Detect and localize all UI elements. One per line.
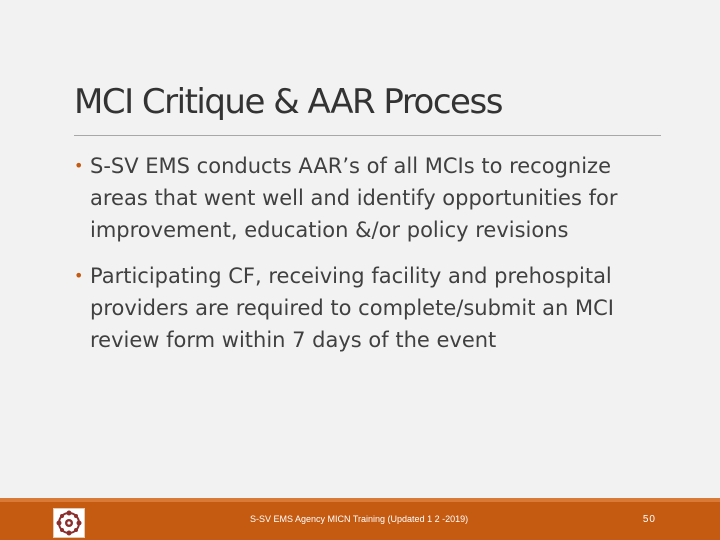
slide-title: MCI Critique & AAR Process <box>74 82 502 122</box>
bullet-marker: • <box>74 266 84 285</box>
bullet-text: S-SV EMS conducts AAR’s of all MCIs to recognize areas that went well and identify opportunities for improvement, education &/or policy revisions <box>90 154 618 242</box>
bullet-text: Participating CF, receiving facility and prehospital providers are required to complete/submit an MCI review form within 7 days of the event <box>90 264 614 352</box>
title-divider <box>74 135 661 136</box>
footer-caption: S-SV EMS Agency MICN Training (Updated 1 2 -2019) <box>250 514 469 524</box>
bullet-marker: • <box>74 156 84 175</box>
bullet-list <box>74 150 674 370</box>
agency-logo-graphic <box>54 509 84 537</box>
footer-bar <box>0 498 720 540</box>
page-number: 50 <box>642 514 656 525</box>
bullet-item <box>74 150 674 246</box>
bullet-item <box>74 260 674 356</box>
agency-logo-icon <box>53 508 85 538</box>
